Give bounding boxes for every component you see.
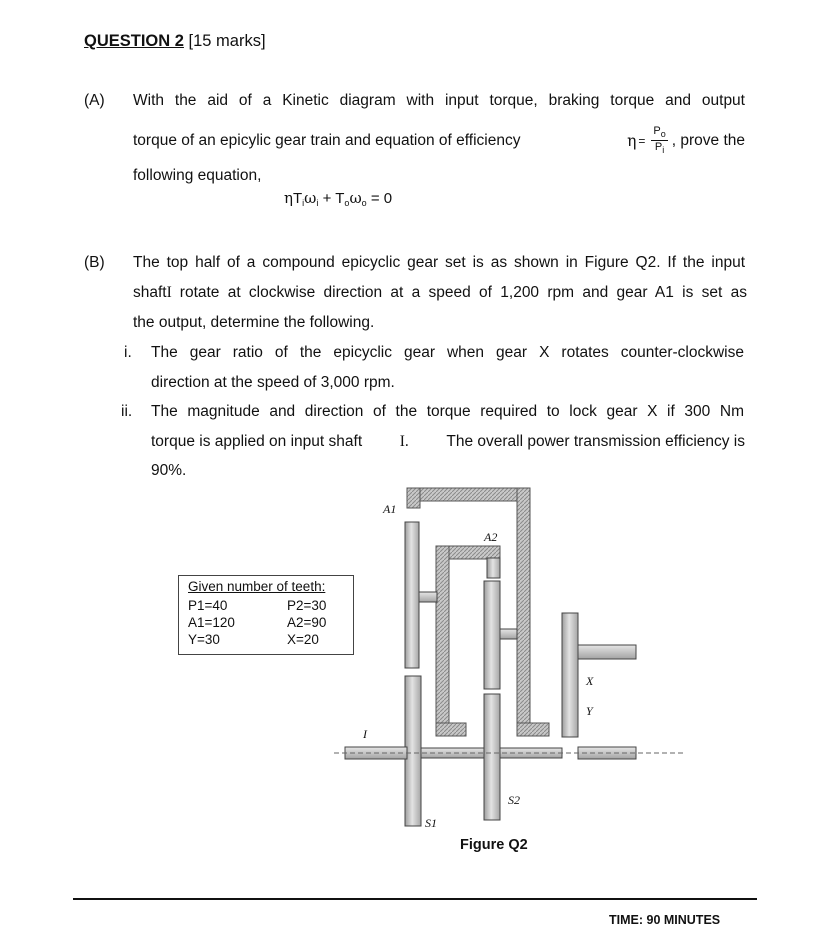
question-number: QUESTION 2 bbox=[84, 32, 184, 50]
sun-s2 bbox=[484, 694, 500, 820]
teeth-p1: P1=40 bbox=[188, 598, 228, 613]
part-a-line-2-end: , prove the bbox=[671, 131, 745, 149]
equals-sign: = bbox=[638, 133, 646, 148]
fraction-numerator: $P_o$ bbox=[653, 125, 666, 139]
footer-rule bbox=[73, 898, 757, 900]
ring-a1 bbox=[405, 488, 549, 736]
teeth-a2: A2=90 bbox=[287, 615, 327, 630]
label-i: I bbox=[363, 727, 367, 741]
part-a-line-1: With the aid of a Kinetic diagram with input torque, braking torque and output bbox=[133, 92, 745, 109]
part-a-label: (A) bbox=[84, 92, 105, 109]
planet-p2 bbox=[484, 581, 500, 689]
label-y: Y bbox=[586, 704, 593, 718]
shaft-i-symbol-2: I. bbox=[399, 433, 409, 450]
eta-symbol: η bbox=[627, 131, 637, 150]
label-a1: A1 bbox=[383, 502, 397, 516]
part-b-line-3: the output, determine the following. bbox=[133, 314, 375, 331]
proof-equation: $\eta T_i\omega_i + T_o\omega_o = 0$ bbox=[284, 189, 393, 208]
teeth-y: Y=30 bbox=[188, 632, 220, 647]
exam-time: TIME: 90 MINUTES bbox=[609, 913, 721, 927]
figure-caption: Figure Q2 bbox=[460, 837, 528, 853]
part-b-line-2: shaft I rotate at clockwise direction at a speed of 1,200 rpm and gear A1 is set as bbox=[133, 284, 747, 301]
part-b-label: (B) bbox=[84, 254, 105, 271]
label-a2: A2 bbox=[484, 530, 498, 544]
item-ii-line-3: 90%. bbox=[151, 462, 187, 479]
a1-gear-teeth bbox=[405, 522, 419, 668]
planet-p1-pin bbox=[419, 592, 437, 602]
fraction-denominator: $P_i$ bbox=[654, 141, 665, 155]
teeth-a1: A1=120 bbox=[188, 615, 235, 630]
planet-p2-pin bbox=[500, 629, 517, 639]
shaft-i-symbol: I bbox=[166, 284, 172, 301]
item-i-line-1: The gear ratio of the epicyclic gear when gear X rotates counter-clockwise bbox=[151, 344, 744, 361]
question-marks: [15 marks] bbox=[188, 32, 266, 50]
item-ii-line-1: The magnitude and direction of the torque required to lock gear X if 300 Nm bbox=[151, 403, 744, 420]
given-teeth-title: Given number of teeth: bbox=[188, 579, 326, 594]
part-b-line-1: The top half of a compound epicyclic gear set is as shown in Figure Q2. If the input bbox=[133, 254, 745, 271]
label-s1: S1 bbox=[425, 816, 437, 830]
item-ii-number: ii. bbox=[121, 403, 133, 420]
item-i-number: i. bbox=[124, 344, 132, 361]
label-s2: S2 bbox=[508, 793, 520, 807]
item-i-line-2: direction at the speed of 3,000 rpm. bbox=[151, 374, 395, 391]
gear-x-shaft bbox=[578, 645, 636, 659]
part-a-line-2-text: torque of an epicylic gear train and equation of efficiency bbox=[133, 131, 521, 149]
item-ii-line-2: torque is applied on input shaft I. The overall power transmission efficiency is bbox=[151, 433, 745, 450]
part-a-line-3: following equation, bbox=[133, 167, 262, 184]
gear-y bbox=[562, 613, 578, 737]
teeth-x: X=20 bbox=[287, 632, 319, 647]
label-x: X bbox=[586, 674, 594, 688]
teeth-p2: P2=30 bbox=[287, 598, 327, 613]
